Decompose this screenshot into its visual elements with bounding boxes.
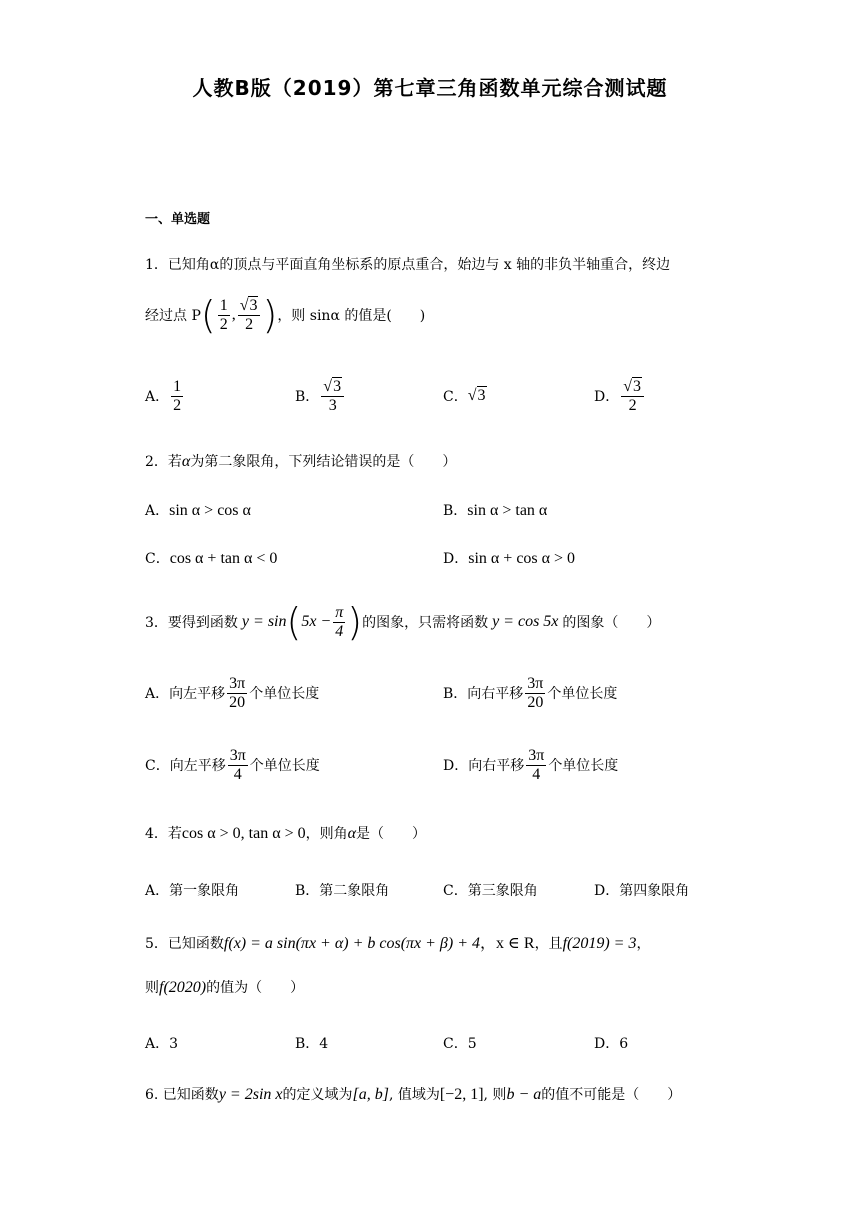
q6-stem: 6. 已知函数y = 2sin x的定义域为[a, b], 值域为[−2, 1], 则b − a的值不可能是（ ） [145,1086,682,1103]
q4-option-c: C．第三象限角 [443,883,538,899]
q2-option-b: B．sin α > tan α [443,502,548,519]
q4-option-b: B．第二象限角 [295,883,390,899]
q1-option-a: A． $\frac{1}{2}$ [145,377,182,414]
q5-stem-line2: 则f(2020)的值为（ ） [145,979,305,996]
q4-stem: 4．若cos α > 0, tan α > 0，则角α是（ ） [145,825,427,842]
q3-stem: 3．要得到函数 y = sin ( 5x − $\frac{\pi}{4}$ ) 的图象，只需将函数 y = cos 5x 的图象（ ） [145,600,661,644]
q1-point-y: $\frac{√3}{2}$ [238,297,261,333]
section-heading: 一、单选题 [145,212,211,227]
q1-stem-post: ，则 sinα 的值是( ) [277,308,426,324]
q1-point-x: $\frac{1}{2}$ [219,296,228,333]
q1-option-c: C． √3 [443,387,486,405]
q2-option-c: C．cos α + tan α < 0 [145,550,278,567]
q1-left-paren: ( [200,293,216,337]
q2-option-d: D．sin α + cos α > 0 [443,550,576,567]
q4-option-d: D．第四象限角 [594,883,690,899]
q1-stem-line2: 经过点 P ( $\frac{1}{2}$ , $\frac{√3}{2}$ ) ，则 sinα 的值是( ) [145,293,426,337]
q3-option-a: A．向左平移 $\frac{3\pi}{20}$ 个单位长度 [145,674,320,711]
q4-option-a: A．第一象限角 [145,883,240,899]
q5-stem-line1: 5．已知函数f(x) = a sin(πx + α) + b cos(πx + β) + 4，x ∈ R，且f(2019) = 3， [145,935,651,952]
q3-option-d: D．向右平移 $\frac{3\pi}{4}$ 个单位长度 [443,746,619,783]
q2-stem: 2．若α为第二象限角，下列结论错误的是（ ） [145,453,457,470]
q5-option-d: D．6 [594,1036,629,1052]
q2-option-a: A．sin α > cos α [145,502,251,519]
document-title: 人教B版（2019）第七章三角函数单元综合测试题 [192,76,668,100]
q5-option-b: B．4 [295,1036,329,1052]
q3-option-c: C．向左平移 $\frac{3\pi}{4}$ 个单位长度 [145,746,320,783]
q5-option-c: C．5 [443,1036,477,1052]
q1-option-b: B． $\frac{√3}{3}$ [295,372,346,420]
q1-right-paren: ) [262,293,278,337]
q5-option-a: A．3 [145,1036,179,1052]
q1-stem-pre: 经过点 P [145,308,201,324]
q1-option-d: D． $\frac{√3}{2}$ [594,372,646,420]
q1-stem-line1: 1．已知角α的顶点与平面直角坐标系的原点重合，始边与 x 轴的非负半轴重合，终边 [145,257,671,273]
q3-option-b: B．向右平移 $\frac{3\pi}{20}$ 个单位长度 [443,674,618,711]
